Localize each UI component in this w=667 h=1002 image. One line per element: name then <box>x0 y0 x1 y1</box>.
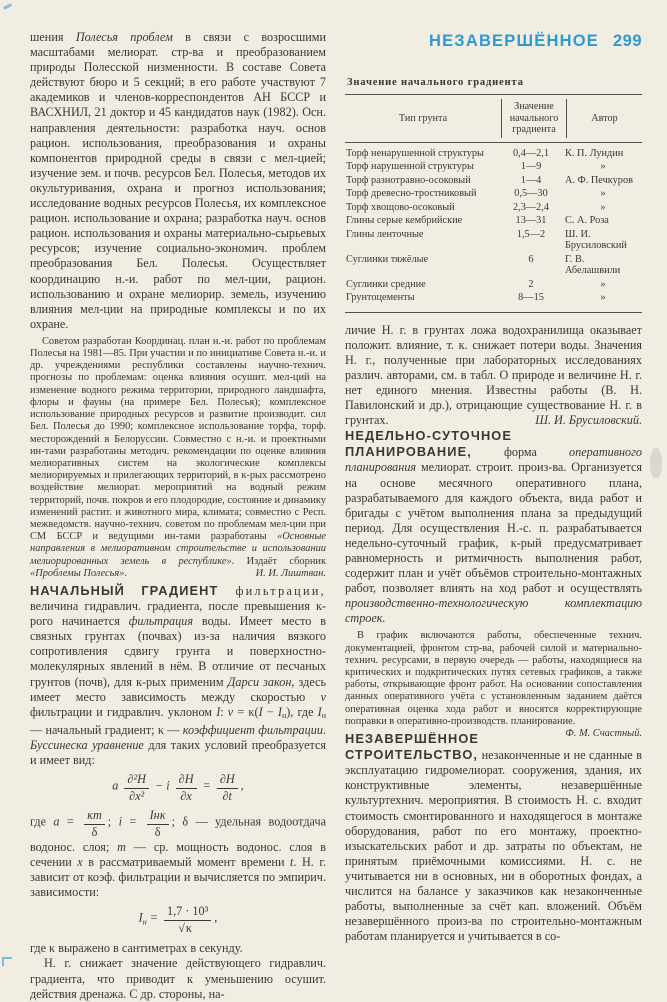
table-cell: К. П. Лундин <box>565 147 624 159</box>
text-segment: в рассматриваемый момент времени <box>82 854 290 869</box>
page-scan <box>30 30 642 1002</box>
table-cell: » <box>600 278 606 290</box>
text-segment: в связи с возросшими масштабами мелиорат. стр-ва и преобразованием природы Полесской низменности. В составе Совета действуют бюро и 5 секций; в его работе участвуют 7 академиков и членов-корреспондентов АН БССР и ВАСХНИЛ, 21 доктор и 45 кандидатов наук (1982). Осн. направления деятельности: разработка науч. основ рацион. использования, преобразования и охраны компонентов природной среды в связи с мел-цией; изучение зем. и почв. ресурсов Бел. Полесья, методов их окультуривания, охрана и прогноз использования; исследование водных ресурсов Полесья, их комплексное рацион. использование и охрана; разработка науч. основ рацион. использования и охраны материально-сырьевых ресурсов; изучение социально-экономич. проблем преобразования Бел. Полесья. Осуществляет координацию н.-и. работ по мел-ции, рацион. использованию и охране мелиорир. земель, изучению влияния мел-ции на природные комплексы и по их охране. <box>30 30 327 331</box>
text-segment: величина гидравлич. градиента, после превышения к-рого начинается <box>30 599 326 629</box>
table-cell: 1—9 <box>520 161 542 173</box>
paragraph-kappa-units <box>30 941 326 956</box>
table-row <box>345 254 642 277</box>
text-segment: − <box>262 704 278 719</box>
table-row <box>345 161 642 172</box>
fraction <box>147 809 169 839</box>
formula-term: i <box>118 814 122 829</box>
text-segment: ), где <box>286 704 318 719</box>
fraction <box>84 809 105 839</box>
table-row <box>345 148 642 159</box>
text-segment: мелиорат. строит. произ-ва. Организуется на основе месячного оперативного плана, разрабатываемого для каждого объекта, вида работ и бригады с учётом выполнения плана за предыдущий период. Для осуществления Н.-с. п. разрабатывается недельно-суточный график, к-рый предусматривает равномерность и ритмичность выполнения работ, содержит план и учёт объёмов строительно-монтажных работ, позволяет влиять на ход работ и осуществлять <box>345 460 642 596</box>
empirical-gradient-formula <box>30 905 326 935</box>
article-nachalny-gradient <box>30 583 326 768</box>
text-segment: И. И. Лиштван. <box>255 567 326 579</box>
column-header-soil-type: Тип грунта <box>398 112 448 124</box>
table-cell: Торф нарушенной структуры <box>346 161 474 173</box>
radical-sign: √ <box>178 920 185 935</box>
fraction-numerator: 1,7 · 10³ <box>164 905 211 921</box>
text-segment: где κ выражено в сантиметрах в секунду. <box>30 941 243 956</box>
table-cell: 1,5—2 <box>516 228 546 240</box>
text-segment: — ср. мощность водонос. слоя в сечении <box>30 839 326 869</box>
text-segment: н <box>321 710 327 720</box>
table-cell: 1—4 <box>520 174 542 186</box>
text-segment: = κ( <box>233 704 259 719</box>
table-caption: Значение начального градиента <box>347 77 524 88</box>
table-cell: С. А. Роза <box>565 215 609 227</box>
text-segment: н <box>281 710 287 720</box>
paragraph-gradient-closing <box>30 956 326 1001</box>
text-segment: — начальный градиент; κ — <box>30 722 183 737</box>
text: ; <box>171 814 183 829</box>
paragraph-schedule-smalltype <box>345 630 642 740</box>
text-segment: оперативного планирования <box>345 445 642 475</box>
text-segment: Дарси закон <box>227 674 292 689</box>
text-segment: : <box>220 704 228 719</box>
right-column <box>345 30 642 1002</box>
table-cell: » <box>600 188 606 200</box>
text-segment: δ — удельная водоотдача водонос. слоя; <box>30 814 327 854</box>
text-segment: I <box>277 704 282 719</box>
fraction-denominator: ∂x <box>180 788 192 803</box>
running-head-word: НЕЗАВЕРШЁННОЕ <box>428 32 599 50</box>
formula-term: a <box>53 814 60 829</box>
fraction <box>164 905 211 935</box>
text-segment: v <box>227 704 234 719</box>
scan-artifact-bottomleft <box>2 957 12 966</box>
paragraph-gradient-table-discussion <box>345 323 642 429</box>
fraction-denominator: ∂t <box>222 788 232 803</box>
table-header-row <box>345 95 642 142</box>
text-segment: фильтрации, <box>218 583 326 598</box>
table-row <box>345 188 642 199</box>
table-cell: Торф хвощово-осоковый <box>346 201 455 213</box>
table-row <box>345 215 642 226</box>
formula-tail: , <box>240 778 244 793</box>
text-segment: v <box>320 689 326 704</box>
text-segment: форма <box>471 445 570 460</box>
text-segment: m <box>117 839 126 854</box>
fraction <box>176 773 197 803</box>
table-cell: 13—31 <box>515 215 547 227</box>
text-segment: , здесь имеет место зависимость между скоростью <box>30 674 327 704</box>
text: где <box>30 814 54 829</box>
text-segment: НАЧАЛЬНЫЙ ГРАДИЕНТ <box>30 582 219 598</box>
table-cell: » <box>600 201 606 213</box>
text-segment: В график включаются работы, обеспеченные технич. документацией, фронтом стр-ва, рабочей силой и материально-технич. ресурсами, в первую очередь — работы, находящиеся на критических и подкритических путях сетевых графиков, а также работы, открывающие фронт работ. На основании сопоставления данных оперативного учёта с установленным заданием даётся оперативная оценка хода работ и вносятся корректирующие поправки в оперативно-производств. планирование. <box>345 630 642 727</box>
fraction-denominator: ∂x² <box>129 788 145 803</box>
table-cell: Суглинки средние <box>346 278 426 290</box>
text-segment: . <box>124 567 128 579</box>
text-segment: Ш. И. Брусиловский. <box>535 413 642 428</box>
running-head <box>345 32 642 51</box>
text-segment: . Н. г. зависит от коэф. фильтрации и вычисляется по эмпирич. зависимости: <box>30 854 326 899</box>
paragraph-polesye-smalltype <box>30 336 326 580</box>
text-segment: x <box>77 854 83 869</box>
text-segment: Н. г. снижает значение действующего гидравлич. градиента, что приводит к уменьшению осушит. действия дренажа. С др. стороны, на- <box>30 956 326 1001</box>
formula-term: I <box>138 910 143 925</box>
table-row <box>345 202 642 213</box>
text-segment: Советом разработан Координац. план н.-и. работ по проблемам Полесья на 1981—85. При участии и по инициативе Совета н.-и. и др. учреждениями республики составлены научно-технич. прогнозы по проблемам: оценка влияния осушит. мел-ций на изменение водного режима территории, природного ландшафта, флоры и фауны (на примере Бел. Полесья); комплексное использование природных ресурсов и развитие производит. сил Бел. Полесья до 1990; комплексное использование торфа, торф. месторождений в Белоруссии. Совместно с н.-и. и проектными ин-тами разработаны методич. рекомендации по оценке влияния мелиоративных систем на экологические комплексы мелиорируемых и прилегающих территорий, в к-рых рассмотрено воздействие мелиорат. мероприятий на водный режим территорий, почв. покров и его плодородие, состояние и динамику изменений растит. и животного мира, климата; совместно с Респ. межведомств. научно-технич. советом по проблемам мел-ции при СМ БССР и ведущими ин-тами разработаны <box>30 335 326 543</box>
text-segment: «Проблемы Полесья» <box>30 567 125 579</box>
column-header-author: Автор <box>591 112 618 124</box>
fraction-numerator: ∂²H <box>124 773 148 789</box>
text: = <box>59 814 82 829</box>
table-cell: Торф ненарушенной структуры <box>346 147 484 159</box>
table-cell: 6 <box>528 253 534 265</box>
gradient-values-table <box>345 77 642 313</box>
text-segment: . <box>322 722 326 737</box>
article-nedelno-sutochnoe <box>345 428 642 626</box>
text-segment: НЕДЕЛЬНО-СУТОЧНОЕ ПЛАНИРОВАНИЕ, <box>345 428 512 460</box>
text-segment: Ф. М. Счастный. <box>565 728 642 740</box>
table-row <box>345 229 642 252</box>
text-segment: фильтрации и гидравлич. уклоном <box>30 704 217 719</box>
text-segment: производственно-технологическую комплектацию строек. <box>345 596 642 626</box>
table-cell: 8—15 <box>518 292 544 304</box>
fraction-denominator: δ <box>91 825 98 840</box>
scan-artifact-right-smudge <box>650 448 662 478</box>
text-segment: личие Н. г. в грунтах ложа водохранилища оказывает положит. влияние, т. к. снижает потери воды. Значения Н. г., полученные при лабораторных исследованиях различ. авторами, см. в табл. О природе и величине Н. г. нет единого мнения. Известны работы (В. Н. Павилонский и др.), отрицающие существование Н. г. в грунтах. <box>345 322 642 428</box>
text-segment: НЕЗАВЕРШЁННОЕ СТРОИТЕЛЬСТВО, <box>345 731 480 763</box>
table-cell: 2 <box>528 278 534 290</box>
formula-equals: = <box>202 778 211 793</box>
table-cell: » <box>600 292 606 304</box>
text-segment: I <box>216 704 221 719</box>
text-segment: t <box>290 854 294 869</box>
formula-operator: − i <box>154 778 170 793</box>
text-segment: I <box>258 704 263 719</box>
table-row <box>345 279 642 290</box>
text-segment: фильтрация <box>128 614 194 629</box>
radicand: κ <box>185 920 197 935</box>
text-segment: незаконченные и не сданные в эксплуатацию гидромелиорат. сооружения, здания, их конструктивные элементы, незавершённые культуртехнич. мероприятия. В стоимость Н. с. входит стоимость смонтированного и находящегося в монтаже оборудования, работ по его монтажу, проектно-изыскательских работ и др. затраты по объектам, не принятым приёмочными комиссиями. Н. с. не учитывается ни в основных, ни в оборотных фондах, а числится на балансе у заказчиков как незаконченные работы, выполненные за счёт кап. вложений. Объём незавершённого произ-ва по строительно-монтажным работам планируется и учитывается в со- <box>345 748 642 944</box>
text-segment: шения <box>30 30 76 44</box>
formula-equals: = <box>146 910 162 925</box>
text-segment: для таких условий преобразуется и имеет вид: <box>30 737 326 767</box>
fraction <box>217 773 238 803</box>
table-rule-bottom <box>345 312 642 313</box>
table-cell: » <box>600 161 606 173</box>
text-segment: коэффициент фильтрации <box>182 722 323 737</box>
table-cell: 0,5—30 <box>514 188 548 200</box>
article-nezavershennoe-stroitelstvo <box>345 731 642 944</box>
text-segment: I <box>317 704 322 719</box>
fraction-numerator: Iнκ <box>147 809 169 825</box>
fraction <box>124 773 148 803</box>
table-row <box>345 175 642 186</box>
table-cell: Глины ленточные <box>346 228 424 240</box>
table-cell: Суглинки тяжёлые <box>346 253 429 265</box>
text-segment: Буссинеска уравнение <box>30 737 144 752</box>
table-cell: Грунтоцементы <box>346 292 415 304</box>
fraction-numerator: κm <box>84 809 105 825</box>
table-cell: 2,3—2,4 <box>512 201 550 213</box>
table-cell: Торф древесно-тростниковый <box>346 188 477 200</box>
table-row <box>345 292 642 303</box>
fraction-denominator: δ <box>154 825 161 840</box>
text: = <box>121 814 144 829</box>
text: ; <box>107 814 119 829</box>
page-number: 299 <box>612 32 642 50</box>
formula-tail: , <box>214 910 218 925</box>
table-cell: Г. В. Абелашвили <box>565 253 621 277</box>
table-cell: Торф разнотравно-осоковый <box>346 174 471 186</box>
table-cell: А. Ф. Печкуров <box>565 174 633 186</box>
paragraph-polesye-continuation <box>30 30 326 332</box>
formula-term: a <box>112 778 119 793</box>
boussinesq-equation <box>30 773 326 803</box>
text-segment: Полесья проблем <box>75 30 173 44</box>
table-cell: 0,4—2,1 <box>512 147 550 159</box>
formula-subscript: н <box>142 917 147 927</box>
fraction-numerator: ∂H <box>217 773 238 789</box>
text-segment: . Издаёт сборник <box>231 555 326 567</box>
fraction-numerator: ∂H <box>176 773 197 789</box>
text-segment: «Основные направления в мелиоративном строительстве и использовании мелиорированных земель в республике» <box>30 531 326 567</box>
table-cell: Ш. И. Брусиловский <box>565 228 627 252</box>
table-cell: Глины серые кембрийские <box>346 215 463 227</box>
column-header-gradient-value: Значение начального градиента <box>501 99 567 138</box>
text-segment: воды. Имеет место в связных грунтах (почвах) из-за наличия вязкого сопротивления сдвигу грунта и поверхностно-молекулярных явлений в нём. В отличие от песчаных грунтов (почв), для к-рых применим <box>30 614 326 689</box>
formula-where-line <box>30 809 326 900</box>
left-column <box>30 30 326 1002</box>
table-body <box>345 143 642 312</box>
scan-artifact-topleft <box>3 3 12 9</box>
